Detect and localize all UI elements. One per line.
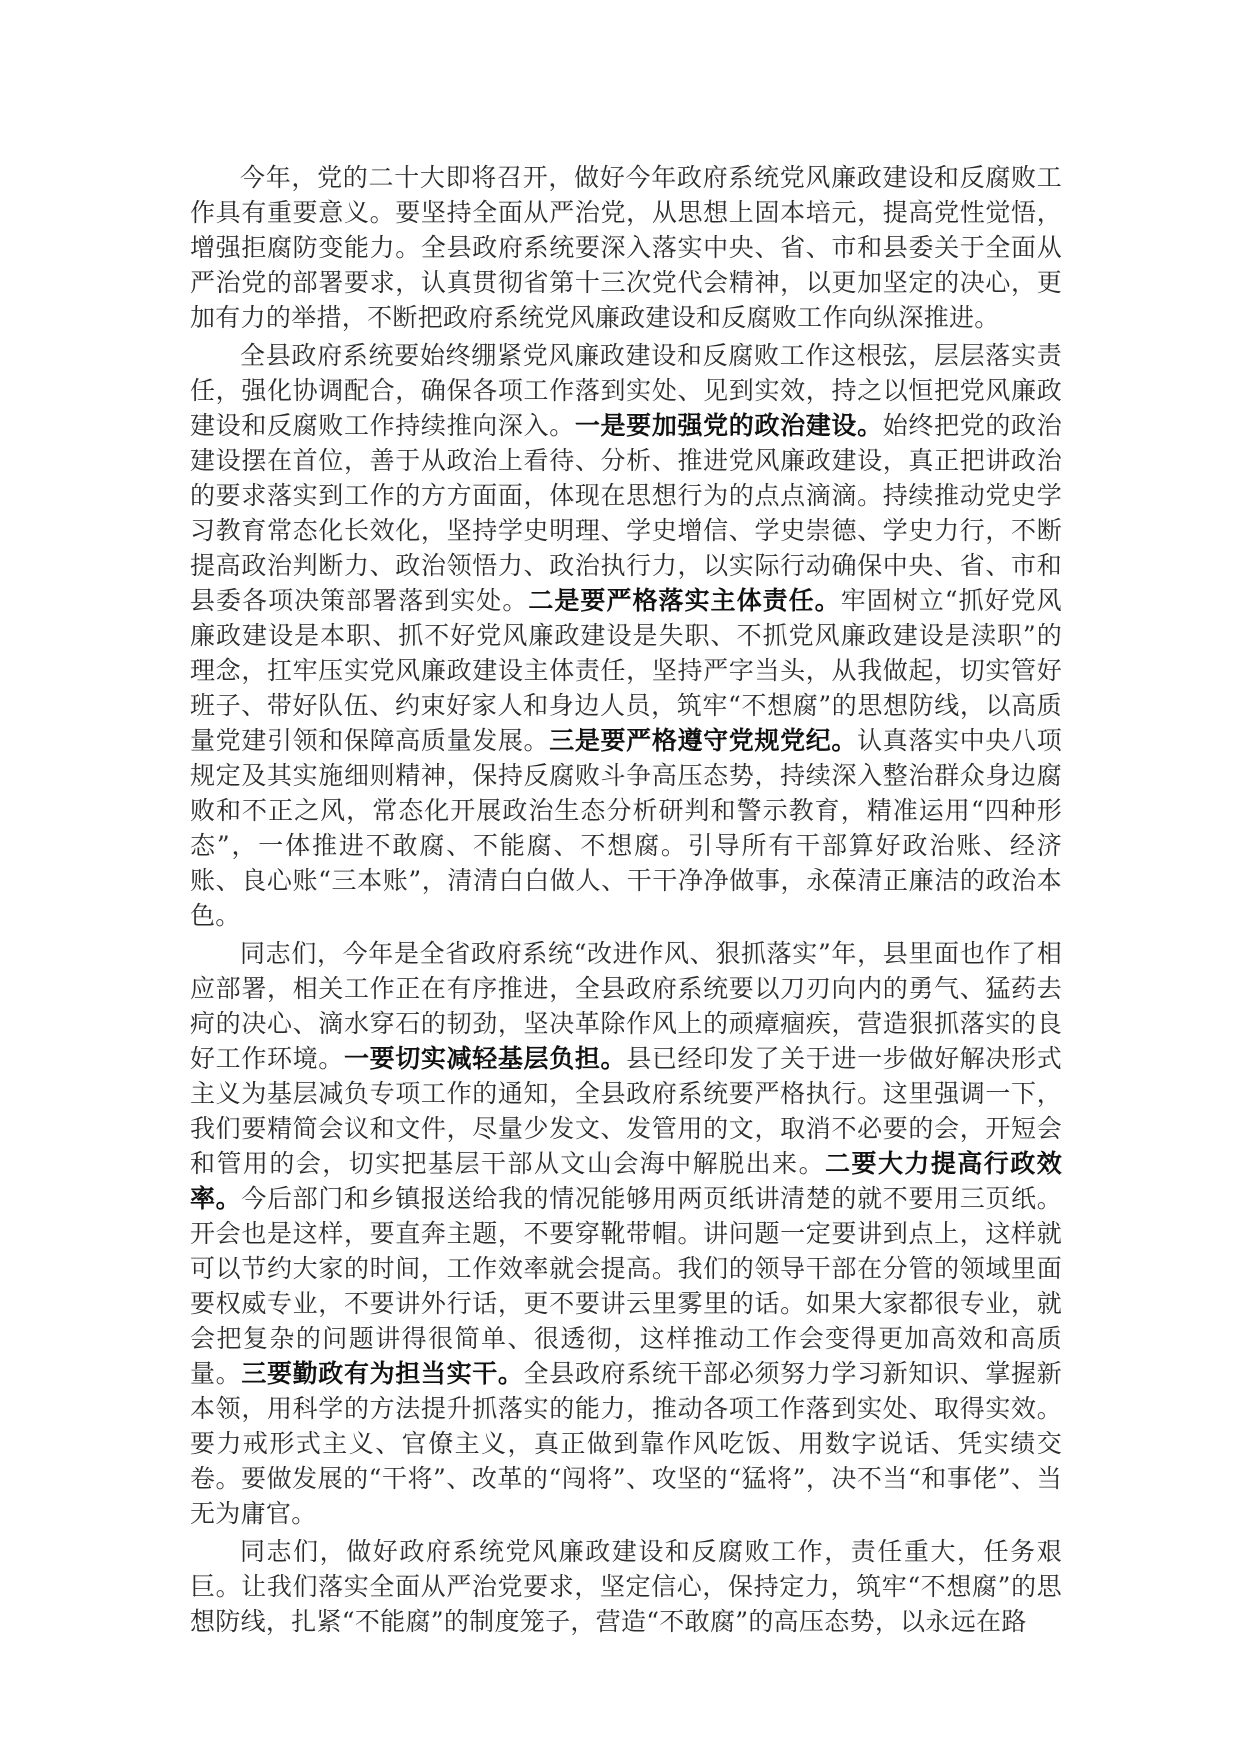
paragraph-text: 同志们，今年是全省政府系统“改进作风、狠抓落实”年，县里面也作了相应部署，相关工作正在有序推进，全县政府系统要以刀刃向内的勇气、猛药去疴的决心、滴水穿石的韧劲，坚决革除作风上的顽瘴痼疾，营造狠抓落实的良好工作环境。 <box>190 939 1062 1073</box>
bold-heading-point-2: 二是要严格落实主体责任。 <box>528 586 841 615</box>
paragraph-text: 始终把党的政治建设摆在首位，善于从政治上看待、分析、推进党风廉政建设，真正把讲政治的要求落实到工作的方方面面，体现在思想行为的点点滴滴。持续推动党史学习教育常态化长效化，坚持学史明理、学史增信、学史崇德、学史力行，不断提高政治判断力、政治领悟力、政治执行力，以实际行动确保中央、省、市和县委各项决策部署落到实处。 <box>190 411 1062 615</box>
bold-heading-point-3: 三要勤政有为担当实干。 <box>241 1359 524 1388</box>
paragraph-text: 全县政府系统干部必须努力学习新知识、掌握新本领，用科学的方法提升抓落实的能力，推动各项工作落到实处、取得实效。要力戒形式主义、官僚主义，真正做到靠作风吃饭、用数字说话、凭实绩交卷。要做发展的“干将”、改革的“闯将”、攻坚的“猛将”，决不当“和事佬”、当无为庸官。 <box>190 1359 1062 1528</box>
paragraph-text: 今年，党的二十大即将召开，做好今年政府系统党风廉政建设和反腐败工作具有重要意义。要坚持全面从严治党，从思想上固本培元，提高党性觉悟，增强拒腐防变能力。全县政府系统要深入落实中央、省、市和县委关于全面从严治党的部署要求，认真贯彻省第十三次党代会精神，以更加坚定的决心，更加有力的举措，不断把政府系统党风廉政建设和反腐败工作向纵深推进。 <box>190 163 1062 332</box>
paragraph-text: 今后部门和乡镇报送给我的情况能够用两页纸讲清楚的就不要用三页纸。开会也是这样，要直奔主题，不要穿靴带帽。讲问题一定要讲到点上，这样就可以节约大家的时间，工作效率就会提高。我们的领导干部在分管的领域里面要权威专业，不要讲外行话，更不要讲云里雾里的话。如果大家都很专业，就会把复杂的问题讲得很简单、很透彻，这样推动工作会变得更加高效和高质量。 <box>190 1184 1062 1388</box>
paragraph-1 <box>190 160 1062 335</box>
bold-heading-point-1: 一是要加强党的政治建设。 <box>574 411 883 440</box>
paragraph-text: 县已经印发了关于进一步做好解决形式主义为基层减负专项工作的通知，全县政府系统要严格执行。这里强调一下，我们要精简会议和文件，尽量少发文、发管用的文，取消不必要的会，开短会和管用的会，切实把基层干部从文山会海中解脱出来。 <box>190 1044 1062 1178</box>
bold-heading-point-1: 一要切实减轻基层负担。 <box>343 1044 627 1073</box>
bold-heading-point-3: 三是要严格遵守党规党纪。 <box>549 726 858 755</box>
paragraph-3 <box>190 936 1062 1531</box>
paragraph-text: 全县政府系统要始终绷紧党风廉政建设和反腐败工作这根弦，层层落实责任，强化协调配合，确保各项工作落到实处、见到实效，持之以恒把党风廉政建设和反腐败工作持续推向深入。 <box>190 341 1062 440</box>
bold-heading-point-2: 二要大力提高行政效率。 <box>190 1149 1063 1213</box>
paragraph-2 <box>190 338 1062 933</box>
paragraph-4 <box>190 1534 1062 1639</box>
paragraph-text: 认真落实中央八项规定及其实施细则精神，保持反腐败斗争高压态势，持续深入整治群众身边腐败和不正之风，常态化开展政治生态分析研判和警示教育，精准运用“四种形态”，一体推进不敢腐、不能腐、不想腐。引导所有干部算好政治账、经济账、良心账“三本账”，清清白白做人、干干净净做事，永葆清正廉洁的政治本色。 <box>190 726 1062 930</box>
document-page <box>190 160 1062 1642</box>
paragraph-text: 牢固树立“抓好党风廉政建设是本职、抓不好党风廉政建设是失职、不抓党风廉政建设是渎职”的理念，扛牢压实党风廉政建设主体责任，坚持严字当头，从我做起，切实管好班子、带好队伍、约束好家人和身边人员，筑牢“不想腐”的思想防线，以高质量党建引领和保障高质量发展。 <box>190 586 1062 755</box>
paragraph-text: 同志们，做好政府系统党风廉政建设和反腐败工作，责任重大，任务艰巨。让我们落实全面从严治党要求，坚定信心，保持定力，筑牢“不想腐”的思想防线，扎紧“不能腐”的制度笼子，营造“不敢腐”的高压态势，以永远在路 <box>190 1537 1062 1636</box>
